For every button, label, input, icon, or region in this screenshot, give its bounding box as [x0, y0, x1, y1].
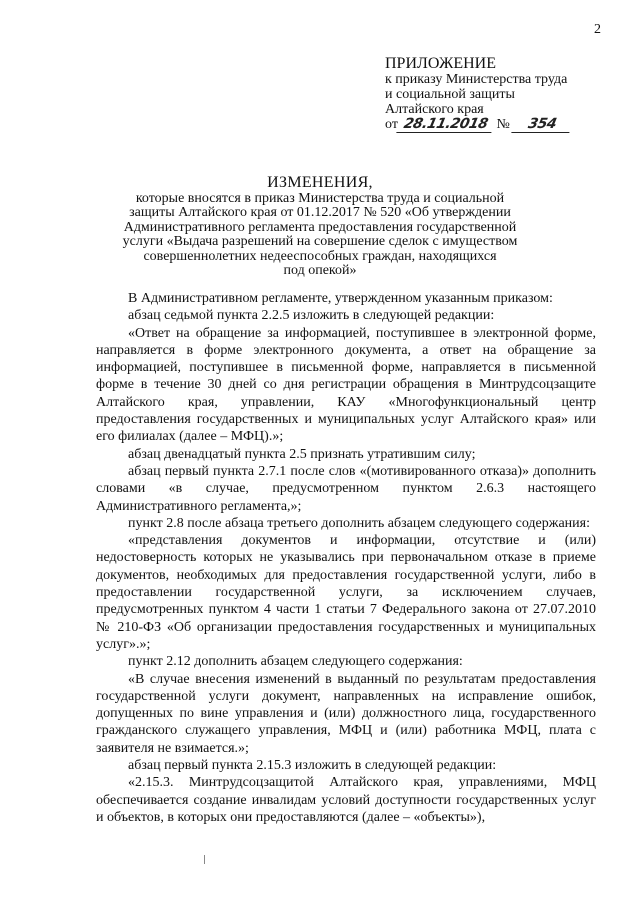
appendix-line: к приказу Министерства труда — [385, 72, 568, 87]
page-number: 2 — [594, 22, 601, 37]
title-line: защиты Алтайского края от 01.12.2017 № 520 «Об утверждении — [129, 205, 511, 220]
paragraph: «В случае внесения изменений в выданный по результатам предоставления государственной услуги документ, направленных на исправление ошибок, допущенных по вине управления и (или) должностного лица, государственного гражданского служащего управления, МФЦ и (или) работника МФЦ, плата с заявителя не взимается.»; — [96, 671, 596, 756]
paragraph: «Ответ на обращение за информацией, поступившее в электронной форме, направляется в форме электронного документа, а ответ на обращение за информацией, поступившее в письменной форме, направляется в письменной форме в течение 30 дней со дня регистрации обращения в Минтрудсоцзащите Алтайского края, управлении, КАУ «Многофункциональный центр предоставления государственных и муниципальных услуг Алтайского края» или его филиалах (далее – МФЦ).»; — [96, 325, 596, 445]
handwritten-number: 354 — [512, 117, 573, 133]
paragraph: В Административном регламенте, утвержденном указанным приказом: — [128, 291, 553, 306]
title-line: услуги «Выдача разрешений на совершение сделок с имуществом — [122, 234, 518, 249]
date-prefix: от — [385, 117, 398, 132]
paragraph: абзац первый пункта 2.15.3 изложить в следующей редакции: — [128, 758, 497, 774]
appendix-line: Алтайского края — [385, 102, 484, 117]
handwritten-date: 28.11.2018 — [396, 117, 494, 133]
number-prefix: № — [496, 117, 510, 132]
paragraph: «представления документов и информации, отсутствие и (или) недостоверность которых не указывались при первоначальном отказе в приеме документов, необходимых для предоставления государственной услуги, либо в предоставлении государственной услуги, за исключением случаев, предусмотренных пунктом 4 части 1 статьи 7 Федерального закона от 27.07.2010 № 210-ФЗ «Об организации предоставления государственных и муниципальных услуг».»; — [96, 533, 596, 652]
title-line: Административного регламента предоставления государственной — [123, 219, 517, 235]
paragraph: абзац седьмой пункта 2.2.5 изложить в следующей редакции: — [128, 308, 495, 324]
paragraph: пункт 2.12 дополнить абзацем следующего содержания: — [128, 654, 463, 670]
title-line: под опекой» — [283, 263, 357, 278]
paragraph: «2.15.3. Минтрудсоцзащитой Алтайского края, управлениями, МФЦ обеспечивается создание инвалидам условий доступности государственных услуг и объектов, в которых они предоставляются (далее – «объекты»), — [96, 775, 596, 825]
document-title — [100, 176, 540, 279]
document-body — [96, 290, 596, 826]
appendix-line: и социальной защиты — [385, 87, 515, 102]
paragraph: абзац первый пункта 2.7.1 после слов «(мотивированного отказа)» дополнить словами «в случае, предусмотренном пунктом 2.6.3 настоящего Административного регламента,»; — [96, 463, 596, 514]
title-line: совершеннолетних недееспособных граждан, находящихся — [143, 248, 497, 264]
title-heading: ИЗМЕНЕНИЯ, — [267, 174, 373, 191]
appendix-block — [385, 56, 571, 133]
order-date-number — [385, 117, 571, 133]
appendix-heading: ПРИЛОЖЕНИЕ — [385, 55, 497, 72]
paragraph: пункт 2.8 после абзаца третьего дополнить абзацем следующего содержания: — [128, 515, 590, 531]
scan-artifact — [204, 855, 205, 864]
paragraph: абзац двенадцатый пункта 2.5 признать утратившим силу; — [128, 446, 476, 462]
title-line: которые вносятся в приказ Министерства труда и социальной — [135, 190, 505, 206]
